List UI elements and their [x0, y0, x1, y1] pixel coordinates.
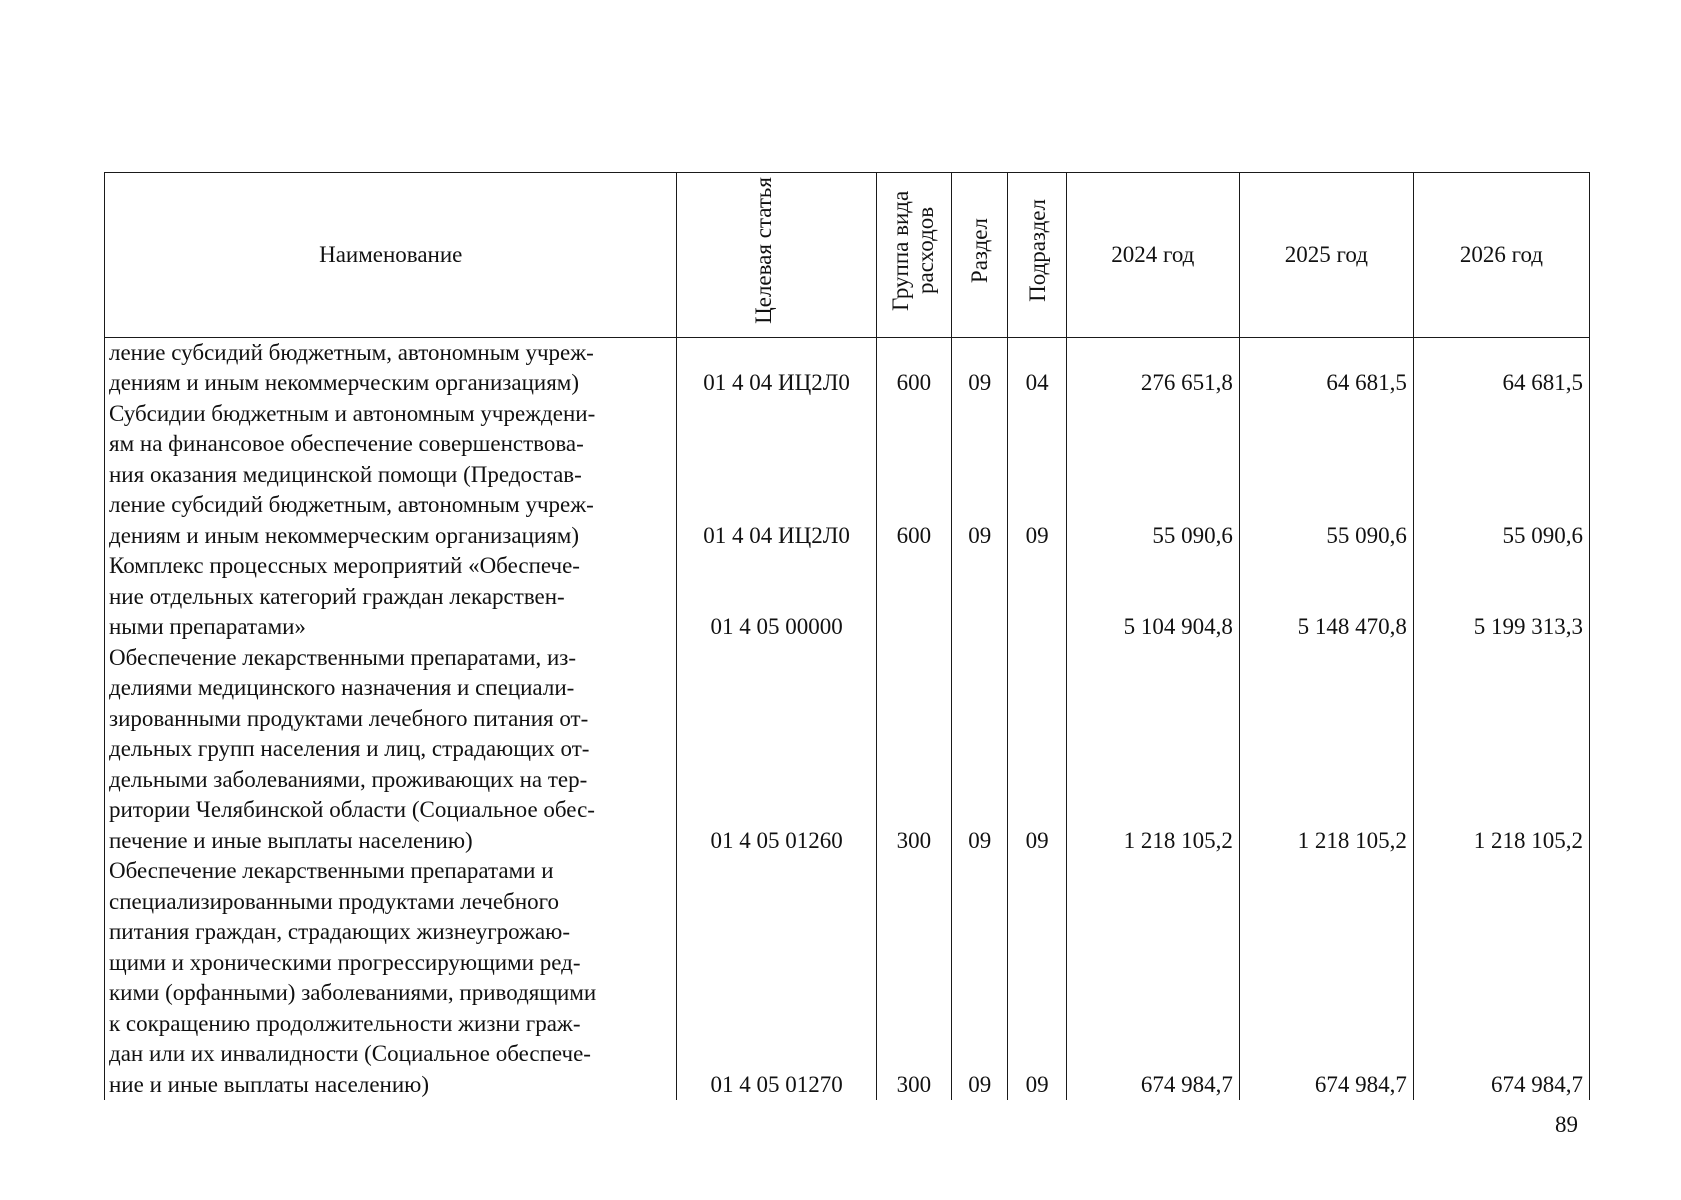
header-2026: 2026 год: [1413, 173, 1589, 338]
row-name-line: дениям и иным некоммерческим организациям): [109, 370, 579, 395]
row-name-line: Комплекс процессных мероприятий «Обеспече-: [109, 553, 580, 578]
row-target-article: 01 4 04 ИЦ2Л0: [677, 399, 876, 552]
row-subsection: [1008, 551, 1066, 643]
header-name: Наименование: [105, 173, 677, 338]
row-amount-2024: 276 651,8: [1066, 337, 1239, 399]
row-amount-2025: 674 984,7: [1239, 856, 1413, 1100]
row-amount-2026: 674 984,7: [1413, 856, 1589, 1100]
row-subsection: 04: [1008, 337, 1066, 399]
row-name: [105, 856, 677, 1100]
row-name-line: ние и иные выплаты населению): [109, 1071, 429, 1097]
table-row: [105, 551, 1590, 643]
row-name-line: Обеспечение лекарственными препаратами и: [109, 858, 554, 883]
table-row: [105, 643, 1590, 857]
row-section: [952, 551, 1008, 643]
row-name-line: ям на финансовое обеспечение совершенствова-: [109, 431, 584, 456]
row-subsection: 09: [1008, 856, 1066, 1100]
row-amount-2024: 5 104 904,8: [1066, 551, 1239, 643]
row-name-line: Субсидии бюджетным и автономным учреждени-: [109, 400, 596, 426]
row-name-line: делиями медицинского назначения и специали-: [109, 675, 575, 700]
row-name-line: питания граждан, страдающих жизнеугрожаю-: [109, 919, 570, 944]
row-name-line: ния оказания медицинской помощи (Предостав-: [109, 461, 582, 487]
table-row: [105, 399, 1590, 552]
row-section: 09: [952, 643, 1008, 857]
table-row: [105, 337, 1590, 399]
table-body: [105, 337, 1590, 1100]
row-name-line: дельными заболеваниями, проживающих на тер-: [109, 766, 588, 792]
row-name: [105, 337, 677, 399]
row-name-line: дельных групп населения и лиц, страдающих от-: [109, 736, 590, 761]
row-amount-2025: 1 218 105,2: [1239, 643, 1413, 857]
row-name-line: кими (орфанными) заболеваниями, приводящими: [109, 980, 597, 1005]
header-subsection: Подраздел: [1008, 173, 1066, 338]
row-section: 09: [952, 856, 1008, 1100]
row-expense-group: 600: [876, 337, 951, 399]
row-name-line: Обеспечение лекарственными препаратами, из-: [109, 644, 576, 670]
row-amount-2024: 55 090,6: [1066, 399, 1239, 552]
row-section: 09: [952, 399, 1008, 552]
row-expense-group: 600: [876, 399, 951, 552]
header-2024: 2024 год: [1066, 173, 1239, 338]
header-target-article: Целевая статья: [677, 173, 876, 338]
row-expense-group: 300: [876, 643, 951, 857]
row-amount-2025: 64 681,5: [1239, 337, 1413, 399]
row-name-line: зированными продуктами лечебного питания от-: [109, 705, 589, 731]
header-section: Раздел: [952, 173, 1008, 338]
row-name-line: ными препаратами»: [109, 614, 306, 639]
row-name-line: к сокращению продолжительности жизни граж-: [109, 1010, 581, 1036]
row-name-line: ритории Челябинской области (Социальное обес-: [109, 797, 595, 822]
row-name-line: дениям и иным некоммерческим организациям): [109, 522, 579, 548]
row-expense-group: [876, 551, 951, 643]
row-name: [105, 551, 677, 643]
row-target-article: 01 4 05 01270: [677, 856, 876, 1100]
row-subsection: 09: [1008, 399, 1066, 552]
row-name: [105, 399, 677, 552]
row-amount-2026: 1 218 105,2: [1413, 643, 1589, 857]
row-name-line: ление субсидий бюджетным, автономным учреж-: [109, 339, 594, 365]
row-expense-group: 300: [876, 856, 951, 1100]
row-name: [105, 643, 677, 857]
row-amount-2025: 55 090,6: [1239, 399, 1413, 552]
row-name-line: дан или их инвалидности (Социальное обеспече-: [109, 1041, 591, 1066]
row-name-line: щими и хроническими прогрессирующими ред-: [109, 949, 581, 975]
row-name-line: специализированными продуктами лечебного: [109, 888, 560, 914]
row-amount-2026: 5 199 313,3: [1413, 551, 1589, 643]
row-amount-2025: 5 148 470,8: [1239, 551, 1413, 643]
budget-table: [104, 172, 1590, 1100]
row-target-article: 01 4 05 00000: [677, 551, 876, 643]
table-header-row: [105, 173, 1590, 338]
row-amount-2024: 674 984,7: [1066, 856, 1239, 1100]
page-number: 89: [1555, 1112, 1578, 1137]
header-expense-group: Группа вида расходов: [876, 173, 951, 338]
table-row: [105, 856, 1590, 1100]
row-amount-2026: 64 681,5: [1413, 337, 1589, 399]
row-target-article: 01 4 04 ИЦ2Л0: [677, 337, 876, 399]
header-2025: 2025 год: [1239, 173, 1413, 338]
row-name-line: печение и иные выплаты населению): [109, 827, 473, 853]
row-section: 09: [952, 337, 1008, 399]
row-name-line: ние отдельных категорий граждан лекарствен-: [109, 583, 565, 609]
row-amount-2024: 1 218 105,2: [1066, 643, 1239, 857]
row-target-article: 01 4 05 01260: [677, 643, 876, 857]
row-name-line: ление субсидий бюджетным, автономным учреж-: [109, 492, 594, 517]
row-subsection: 09: [1008, 643, 1066, 857]
row-amount-2026: 55 090,6: [1413, 399, 1589, 552]
